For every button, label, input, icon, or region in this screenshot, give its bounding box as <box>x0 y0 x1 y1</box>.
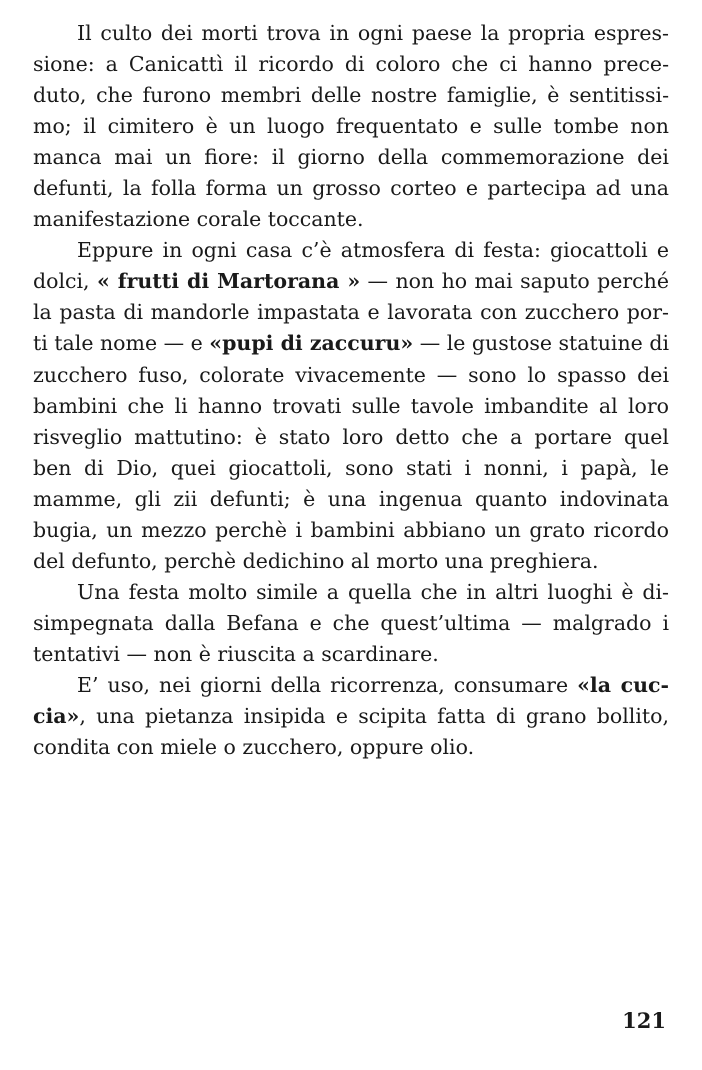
bold-term: cia» <box>33 704 80 729</box>
body-text <box>33 18 669 763</box>
text-segment: Eppure in ogni casa c’è atmosfera di festa: giocattoli e <box>77 238 669 263</box>
text-segment: E’ uso, nei giorni della ricorrenza, consumare <box>77 672 578 697</box>
text-line <box>33 546 669 577</box>
text-line <box>33 515 669 546</box>
text-segment: Il culto dei morti trova in ogni paese la propria espres- <box>77 21 669 45</box>
text-line <box>33 266 669 297</box>
text-segment: risveglio mattutino: è stato loro detto che a portare quel <box>33 424 669 449</box>
text-segment: ti tale nome — e <box>33 331 210 356</box>
text-line <box>33 391 669 422</box>
text-line <box>33 360 669 391</box>
text-segment: condita con miele o zucchero, oppure olio. <box>33 735 475 760</box>
text-segment: bambini che li hanno trovati sulle tavole imbandite al loro <box>33 393 669 418</box>
text-segment: — non ho mai saputo perché <box>360 269 669 294</box>
text-segment: tentativi — non è riuscita a scardinare. <box>33 641 439 666</box>
text-segment: , una pietanza insipida e scipita fatta di grano bollito, <box>79 704 669 729</box>
text-line <box>33 608 669 639</box>
text-line <box>33 701 669 732</box>
text-line <box>33 484 669 515</box>
text-segment: bugia, un mezzo perchè i bambini abbiano un grato ricordo <box>33 517 669 542</box>
text-line <box>33 235 669 266</box>
paragraph <box>33 235 669 577</box>
text-segment: Una festa molto simile a quella che in altri luoghi è di- <box>77 579 669 604</box>
text-line <box>33 142 669 173</box>
bold-term: «pupi di zaccuru» <box>209 331 414 356</box>
text-line <box>33 204 669 235</box>
text-line <box>33 577 669 608</box>
paragraph <box>33 670 669 763</box>
text-segment: mamme, gli zii defunti; è una ingenua quanto indovinata <box>33 486 669 511</box>
text-segment: del defunto, perchè dedichino al morto una preghiera. <box>33 548 599 573</box>
text-line <box>33 297 669 328</box>
text-line <box>33 453 669 484</box>
bold-term: «la cuc- <box>577 672 669 697</box>
text-line <box>33 639 669 670</box>
text-segment: manca mai un fiore: il giorno della commemorazione dei <box>33 145 669 170</box>
text-line <box>33 422 669 453</box>
text-segment: ben di Dio, quei giocattoli, sono stati i nonni, i papà, le <box>33 455 669 480</box>
page-number: 121 <box>622 1008 666 1033</box>
text-segment: zucchero fuso, colorate vivacemente — sono lo spasso dei <box>33 362 669 387</box>
text-line <box>33 173 669 204</box>
text-segment: dolci, <box>33 269 97 294</box>
text-segment: la pasta di mandorle impastata e lavorata con zucchero por- <box>33 300 669 325</box>
paragraph <box>33 18 669 235</box>
text-segment: manifestazione corale toccante. <box>33 207 364 232</box>
text-line <box>33 732 669 763</box>
bold-term: « frutti di Martorana » <box>96 269 361 294</box>
text-line <box>33 80 669 111</box>
text-line <box>33 328 669 359</box>
paragraph <box>33 577 669 670</box>
text-line <box>33 111 669 142</box>
text-segment: sione: a Canicattì il ricordo di coloro che ci hanno prece- <box>33 52 669 77</box>
text-line <box>33 18 669 49</box>
text-segment: defunti, la folla forma un grosso corteo e partecipa ad una <box>33 176 669 201</box>
text-segment: duto, che furono membri delle nostre famiglie, è sentitissi- <box>33 83 669 108</box>
text-segment: mo; il cimitero è un luogo frequentato e sulle tombe non <box>33 114 669 139</box>
text-segment: simpegnata dalla Befana e che quest’ultima — malgrado i <box>33 610 669 635</box>
text-line <box>33 49 669 80</box>
text-segment: — le gustose statuine di <box>413 331 670 356</box>
text-line <box>33 670 669 701</box>
